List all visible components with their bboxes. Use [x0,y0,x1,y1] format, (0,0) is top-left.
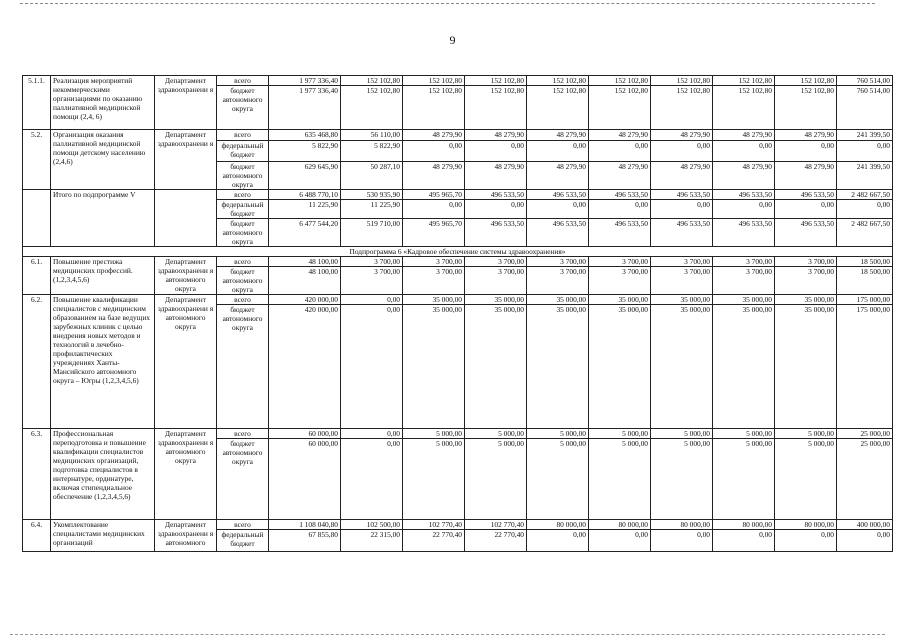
amount-cell: 3 700,00 [465,267,527,295]
amount-cell: 152 102,80 [775,86,837,130]
amount-cell: 5 000,00 [465,429,527,439]
scan-top-edge [20,3,875,4]
amount-cell: 80 000,00 [713,520,775,530]
row-number [23,190,51,247]
amount-cell: 0,00 [837,141,893,162]
funding-source: федеральный бюджет [217,530,269,552]
amount-cell: 102 500,00 [341,520,403,530]
amount-cell: 48 279,90 [465,130,527,141]
page-number: 9 [449,33,456,47]
measure-name: Реализация мероприятий некоммерческими организациями по оказанию паллиативной медицинской помощи (2,4, 6) [51,76,155,130]
amount-cell: 635 468,80 [269,130,341,141]
funding-source: всего [217,130,269,141]
funding-source: бюджет автономного округа [217,267,269,295]
funding-source: всего [217,295,269,305]
amount-cell: 80 000,00 [651,520,713,530]
amount-cell: 18 500,00 [837,267,893,295]
amount-cell: 0,00 [341,439,403,520]
executor: Департамент здравоохранени я автономного округа [155,295,217,429]
amount-cell: 22 770,40 [465,530,527,552]
amount-cell: 496 533,50 [713,219,775,247]
amount-cell: 0,00 [465,200,527,219]
amount-cell: 3 700,00 [589,257,651,267]
amount-cell: 48 279,90 [465,162,527,190]
amount-cell: 400 000,00 [837,520,893,530]
amount-cell: 152 102,80 [465,76,527,86]
funding-source: бюджет автономного округа [217,162,269,190]
amount-cell: 56 110,00 [341,130,403,141]
amount-cell: 48 279,90 [527,162,589,190]
amount-cell: 760 514,00 [837,86,893,130]
amount-cell: 496 533,50 [589,190,651,200]
amount-cell: 60 000,00 [269,439,341,520]
amount-cell: 50 287,10 [341,162,403,190]
amount-cell: 152 102,80 [589,76,651,86]
row-number: 6.1. [23,257,51,295]
amount-cell: 6 477 544,20 [269,219,341,247]
executor: Департамент здравоохранени я автономного округа [155,257,217,295]
amount-cell: 152 102,80 [341,76,403,86]
row-number: 6.2. [23,295,51,429]
amount-cell: 48 100,00 [269,267,341,295]
amount-cell: 496 533,50 [775,190,837,200]
funding-source: всего [217,520,269,530]
amount-cell: 0,00 [589,530,651,552]
amount-cell: 519 710,00 [341,219,403,247]
amount-cell: 3 700,00 [775,267,837,295]
funding-source: бюджет автономного округа [217,305,269,429]
row-number: 6.3. [23,429,51,520]
measure-name: Итого по подпрограмме V [51,190,155,247]
amount-cell: 152 102,80 [527,86,589,130]
amount-cell: 48 100,00 [269,257,341,267]
amount-cell: 22 770,40 [403,530,465,552]
funding-source: бюджет автономного округа [217,86,269,130]
amount-cell: 0,00 [775,141,837,162]
amount-cell: 48 279,90 [589,130,651,141]
amount-cell: 0,00 [775,200,837,219]
measure-name: Укомплектование специалистами медицинских организаций [51,520,155,552]
amount-cell: 0,00 [465,141,527,162]
amount-cell: 48 279,90 [713,130,775,141]
executor: Департамент здравоохранени я автономного округа [155,429,217,520]
amount-cell: 22 315,00 [341,530,403,552]
amount-cell: 5 000,00 [403,439,465,520]
amount-cell: 5 000,00 [465,439,527,520]
amount-cell: 0,00 [341,429,403,439]
amount-cell: 1 108 040,80 [269,520,341,530]
amount-cell: 175 000,00 [837,305,893,429]
amount-cell: 5 000,00 [527,439,589,520]
funding-source: бюджет автономного округа [217,439,269,520]
amount-cell: 5 000,00 [775,439,837,520]
amount-cell: 0,00 [651,141,713,162]
amount-cell: 152 102,80 [527,76,589,86]
amount-cell: 0,00 [837,530,893,552]
amount-cell: 5 000,00 [713,429,775,439]
amount-cell: 35 000,00 [713,305,775,429]
table-row [23,190,893,200]
table-row [23,257,893,267]
amount-cell: 496 533,50 [527,219,589,247]
amount-cell: 35 000,00 [403,295,465,305]
amount-cell: 48 279,90 [589,162,651,190]
amount-cell: 0,00 [341,305,403,429]
row-number: 5.2. [23,130,51,190]
amount-cell: 496 533,50 [651,219,713,247]
amount-cell: 48 279,90 [403,162,465,190]
amount-cell: 18 500,00 [837,257,893,267]
amount-cell: 152 102,80 [403,76,465,86]
amount-cell: 241 399,50 [837,162,893,190]
amount-cell: 152 102,80 [465,86,527,130]
table-row [23,520,893,530]
amount-cell: 35 000,00 [775,295,837,305]
amount-cell: 496 533,50 [527,190,589,200]
amount-cell: 80 000,00 [775,520,837,530]
amount-cell: 35 000,00 [589,295,651,305]
amount-cell: 5 000,00 [651,429,713,439]
amount-cell: 5 000,00 [527,429,589,439]
amount-cell: 760 514,00 [837,76,893,86]
amount-cell: 241 399,50 [837,130,893,141]
amount-cell: 0,00 [713,141,775,162]
amount-cell: 3 700,00 [527,267,589,295]
amount-cell: 3 700,00 [713,257,775,267]
amount-cell: 0,00 [341,295,403,305]
amount-cell: 2 482 667,50 [837,219,893,247]
amount-cell: 35 000,00 [465,305,527,429]
funding-source: всего [217,190,269,200]
amount-cell: 496 533,50 [465,190,527,200]
amount-cell: 48 279,90 [775,162,837,190]
amount-cell: 48 279,90 [775,130,837,141]
funding-source: федеральный бюджет [217,141,269,162]
amount-cell: 3 700,00 [527,257,589,267]
measure-name: Повышение квалификации специалистов с медицинским образованием на базе ведущих зарубежных клиник с целью внедрения новых методов и технологий в лечебно-профилактических учреждениях Ханты-Мансийского автономного округа – Югры (1,2,3,4,5,6) [51,295,155,429]
amount-cell: 35 000,00 [775,305,837,429]
amount-cell: 152 102,80 [341,86,403,130]
measure-name: Повышение престижа медицинских профессий. (1,2,3,4,5,6) [51,257,155,295]
amount-cell: 0,00 [403,141,465,162]
amount-cell: 2 482 667,50 [837,190,893,200]
amount-cell: 48 279,90 [403,130,465,141]
amount-cell: 420 000,00 [269,295,341,305]
funding-source: бюджет автономного округа [217,219,269,247]
amount-cell: 0,00 [527,530,589,552]
amount-cell: 496 533,50 [713,190,775,200]
amount-cell: 1 977 336,40 [269,76,341,86]
amount-cell: 35 000,00 [713,295,775,305]
amount-cell: 496 533,50 [589,219,651,247]
amount-cell: 152 102,80 [403,86,465,130]
amount-cell: 5 000,00 [589,439,651,520]
amount-cell: 420 000,00 [269,305,341,429]
funding-source: всего [217,76,269,86]
amount-cell: 80 000,00 [589,520,651,530]
amount-cell: 35 000,00 [527,305,589,429]
amount-cell: 3 700,00 [403,257,465,267]
amount-cell: 11 225,90 [341,200,403,219]
funding-source: федеральный бюджет [217,200,269,219]
amount-cell: 152 102,80 [589,86,651,130]
amount-cell: 3 700,00 [651,257,713,267]
amount-cell: 152 102,80 [713,86,775,130]
amount-cell: 11 225,90 [269,200,341,219]
amount-cell: 25 000,00 [837,439,893,520]
amount-cell: 35 000,00 [403,305,465,429]
amount-cell: 0,00 [713,530,775,552]
amount-cell: 152 102,80 [651,86,713,130]
amount-cell: 67 855,80 [269,530,341,552]
amount-cell: 0,00 [527,200,589,219]
amount-cell: 35 000,00 [465,295,527,305]
amount-cell: 3 700,00 [465,257,527,267]
amount-cell: 152 102,80 [651,76,713,86]
amount-cell: 3 700,00 [341,257,403,267]
amount-cell: 0,00 [713,200,775,219]
amount-cell: 152 102,80 [775,76,837,86]
amount-cell: 3 700,00 [589,267,651,295]
amount-cell: 496 533,50 [651,190,713,200]
executor: Департамент здравоохранени я [155,76,217,130]
executor [155,190,217,247]
section-row [23,247,893,257]
scan-bottom-edge [10,634,885,635]
amount-cell: 3 700,00 [403,267,465,295]
amount-cell: 102 770,40 [403,520,465,530]
row-number: 6.4. [23,520,51,552]
amount-cell: 48 279,90 [651,130,713,141]
amount-cell: 35 000,00 [651,305,713,429]
table-row [23,76,893,86]
amount-cell: 496 533,50 [775,219,837,247]
amount-cell: 80 000,00 [527,520,589,530]
amount-cell: 5 000,00 [713,439,775,520]
amount-cell: 0,00 [527,141,589,162]
amount-cell: 3 700,00 [775,257,837,267]
table-row [23,130,893,141]
amount-cell: 48 279,90 [527,130,589,141]
measure-name: Профессиональная переподготовка и повышение квалификации специалистов медицинских организаций, подготовка специалистов в интернатуре, ординатуре, включая стипендиальное обеспечение (1,2,3,4,5,6) [51,429,155,520]
amount-cell: 5 822,90 [341,141,403,162]
amount-cell: 0,00 [651,200,713,219]
table-row [23,429,893,439]
amount-cell: 5 000,00 [775,429,837,439]
amount-cell: 5 000,00 [651,439,713,520]
amount-cell: 5 822,90 [269,141,341,162]
amount-cell: 3 700,00 [713,267,775,295]
funding-source: всего [217,429,269,439]
row-number: 5.1.1. [23,76,51,130]
amount-cell: 35 000,00 [527,295,589,305]
amount-cell: 35 000,00 [651,295,713,305]
amount-cell: 102 770,40 [465,520,527,530]
amount-cell: 629 645,90 [269,162,341,190]
executor: Департамент здравоохранени я автономного [155,520,217,552]
amount-cell: 48 279,90 [713,162,775,190]
amount-cell: 3 700,00 [341,267,403,295]
amount-cell: 3 700,00 [651,267,713,295]
amount-cell: 25 000,00 [837,429,893,439]
amount-cell: 496 533,50 [465,219,527,247]
amount-cell: 60 000,00 [269,429,341,439]
amount-cell: 0,00 [775,530,837,552]
funding-source: всего [217,257,269,267]
amount-cell: 0,00 [837,200,893,219]
amount-cell: 1 977 336,40 [269,86,341,130]
executor: Департамент здравоохранени я [155,130,217,190]
amount-cell: 6 488 770,10 [269,190,341,200]
table-row [23,295,893,305]
amount-cell: 0,00 [589,141,651,162]
amount-cell: 5 000,00 [403,429,465,439]
amount-cell: 0,00 [403,200,465,219]
amount-cell: 48 279,90 [651,162,713,190]
budget-table [22,75,893,552]
section-title: Подпрограмма 6 «Кадровое обеспечение системы здравоохранения» [23,247,893,257]
amount-cell: 152 102,80 [713,76,775,86]
amount-cell: 495 965,70 [403,219,465,247]
amount-cell: 0,00 [589,200,651,219]
amount-cell: 175 000,00 [837,295,893,305]
amount-cell: 0,00 [651,530,713,552]
amount-cell: 495 965,70 [403,190,465,200]
measure-name: Организация оказания паллиативной медицинской помощи детскому населению (2,4,6) [51,130,155,190]
amount-cell: 35 000,00 [589,305,651,429]
amount-cell: 5 000,00 [589,429,651,439]
amount-cell: 530 935,90 [341,190,403,200]
